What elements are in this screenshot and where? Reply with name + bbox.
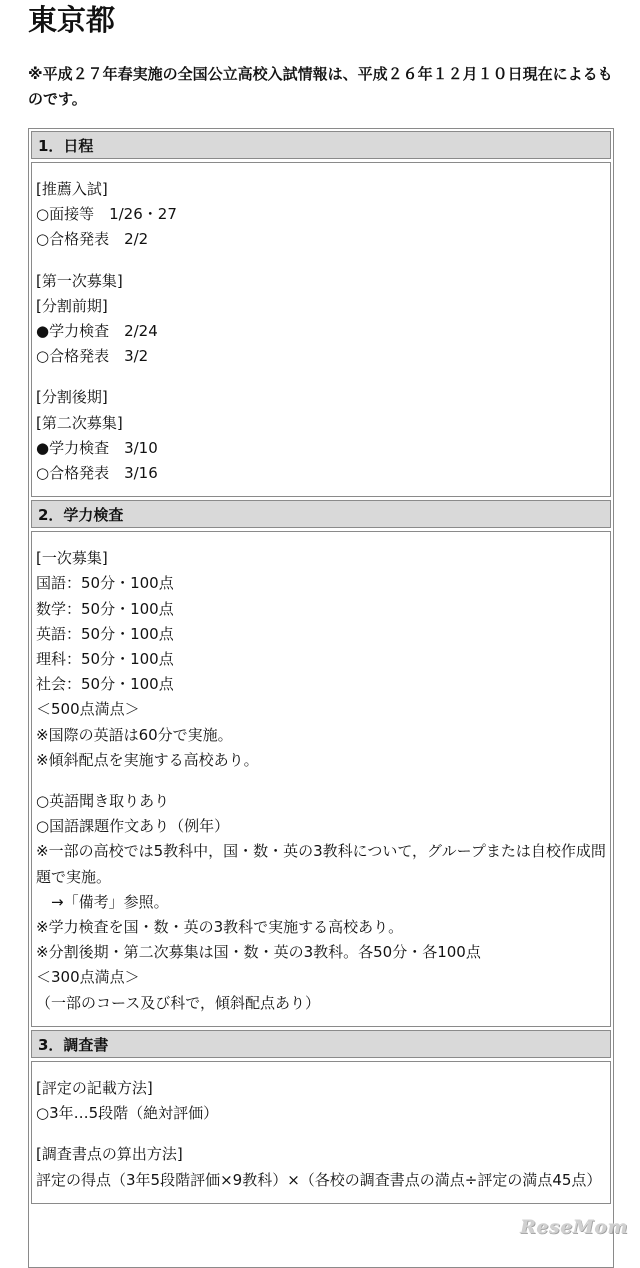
info-block xyxy=(36,177,606,253)
section-header-academic-exam: 2．学力検査 xyxy=(31,500,611,528)
info-line: [第一次募集] xyxy=(36,271,123,290)
info-block xyxy=(36,385,606,486)
exam-info-table xyxy=(28,128,614,1268)
data-date-notice: ※平成２７年春実施の全国公立高校入試情報は、平成２６年１２月１０日現在によるものです。 xyxy=(28,65,613,108)
info-line: ※傾斜配点を実施する高校あり。 xyxy=(36,750,259,769)
info-line: [評定の記載方法] xyxy=(36,1078,153,1097)
info-line: 数学：50分・100点 xyxy=(36,599,174,618)
info-block xyxy=(36,269,606,370)
info-line: →「備考」参照。 xyxy=(36,892,169,911)
info-line: [第二次募集] xyxy=(36,413,123,432)
section-body-schedule xyxy=(31,162,611,497)
info-line: ○3年…5段階（絶対評価） xyxy=(36,1104,219,1123)
info-line: ○国語課題作文あり（例年） xyxy=(36,817,230,836)
info-line: ●学力検査 2/24 xyxy=(36,322,158,341)
info-line: 社会：50分・100点 xyxy=(36,675,174,694)
section-header-report-card: 3．調査書 xyxy=(31,1030,611,1058)
info-line: 理科：50分・100点 xyxy=(36,650,174,669)
info-line: 英語：50分・100点 xyxy=(36,624,174,643)
info-line: ※国際の英語は60分で実施。 xyxy=(36,725,233,744)
info-line: [推薦入試] xyxy=(36,180,108,198)
info-line: ※学力検査を国・数・英の3教科で実施する高校あり。 xyxy=(36,918,404,937)
info-line: 国語：50分・100点 xyxy=(36,574,174,593)
info-line: [分割前期] xyxy=(36,296,108,315)
section-body-report-card xyxy=(31,1061,611,1204)
info-line: ●学力検査 3/10 xyxy=(36,438,158,457)
info-line: （一部のコース及び科で，傾斜配点あり） xyxy=(36,993,320,1012)
info-line: [分割後期] xyxy=(36,388,108,407)
info-block xyxy=(36,546,606,773)
page-title: 東京都 xyxy=(28,3,116,37)
info-line: ○合格発表 3/2 xyxy=(36,347,149,366)
info-line: ○英語聞き取りあり xyxy=(36,792,170,811)
info-block xyxy=(36,1142,606,1192)
info-line: [調査書点の算出方法] xyxy=(36,1145,183,1164)
info-line: ○合格発表 2/2 xyxy=(36,230,149,249)
info-line: ※分割後期・第二次募集は国・数・英の3教科。各50分・各100点 xyxy=(36,943,481,962)
info-block xyxy=(36,789,606,1016)
info-block xyxy=(36,1076,606,1126)
info-line: [一次募集] xyxy=(36,549,108,568)
info-line: ＜300点満点＞ xyxy=(36,968,140,987)
resemom-watermark-logo: ReseMom xyxy=(520,1216,628,1238)
info-line: ※一部の高校では5教科中，国・数・英の3教科について，グループまたは自校作成問題で実施。 xyxy=(36,842,606,886)
info-line: ＜500点満点＞ xyxy=(36,700,140,719)
section-header-schedule: 1．日程 xyxy=(31,131,611,159)
info-line: ○面接等 1/26・27 xyxy=(36,205,177,224)
section-body-academic-exam xyxy=(31,531,611,1027)
info-line: ○合格発表 3/16 xyxy=(36,464,158,483)
info-line: 評定の得点（3年5段階評価×9教科）×（各校の調査書点の満点÷評定の満点45点） xyxy=(36,1170,602,1189)
